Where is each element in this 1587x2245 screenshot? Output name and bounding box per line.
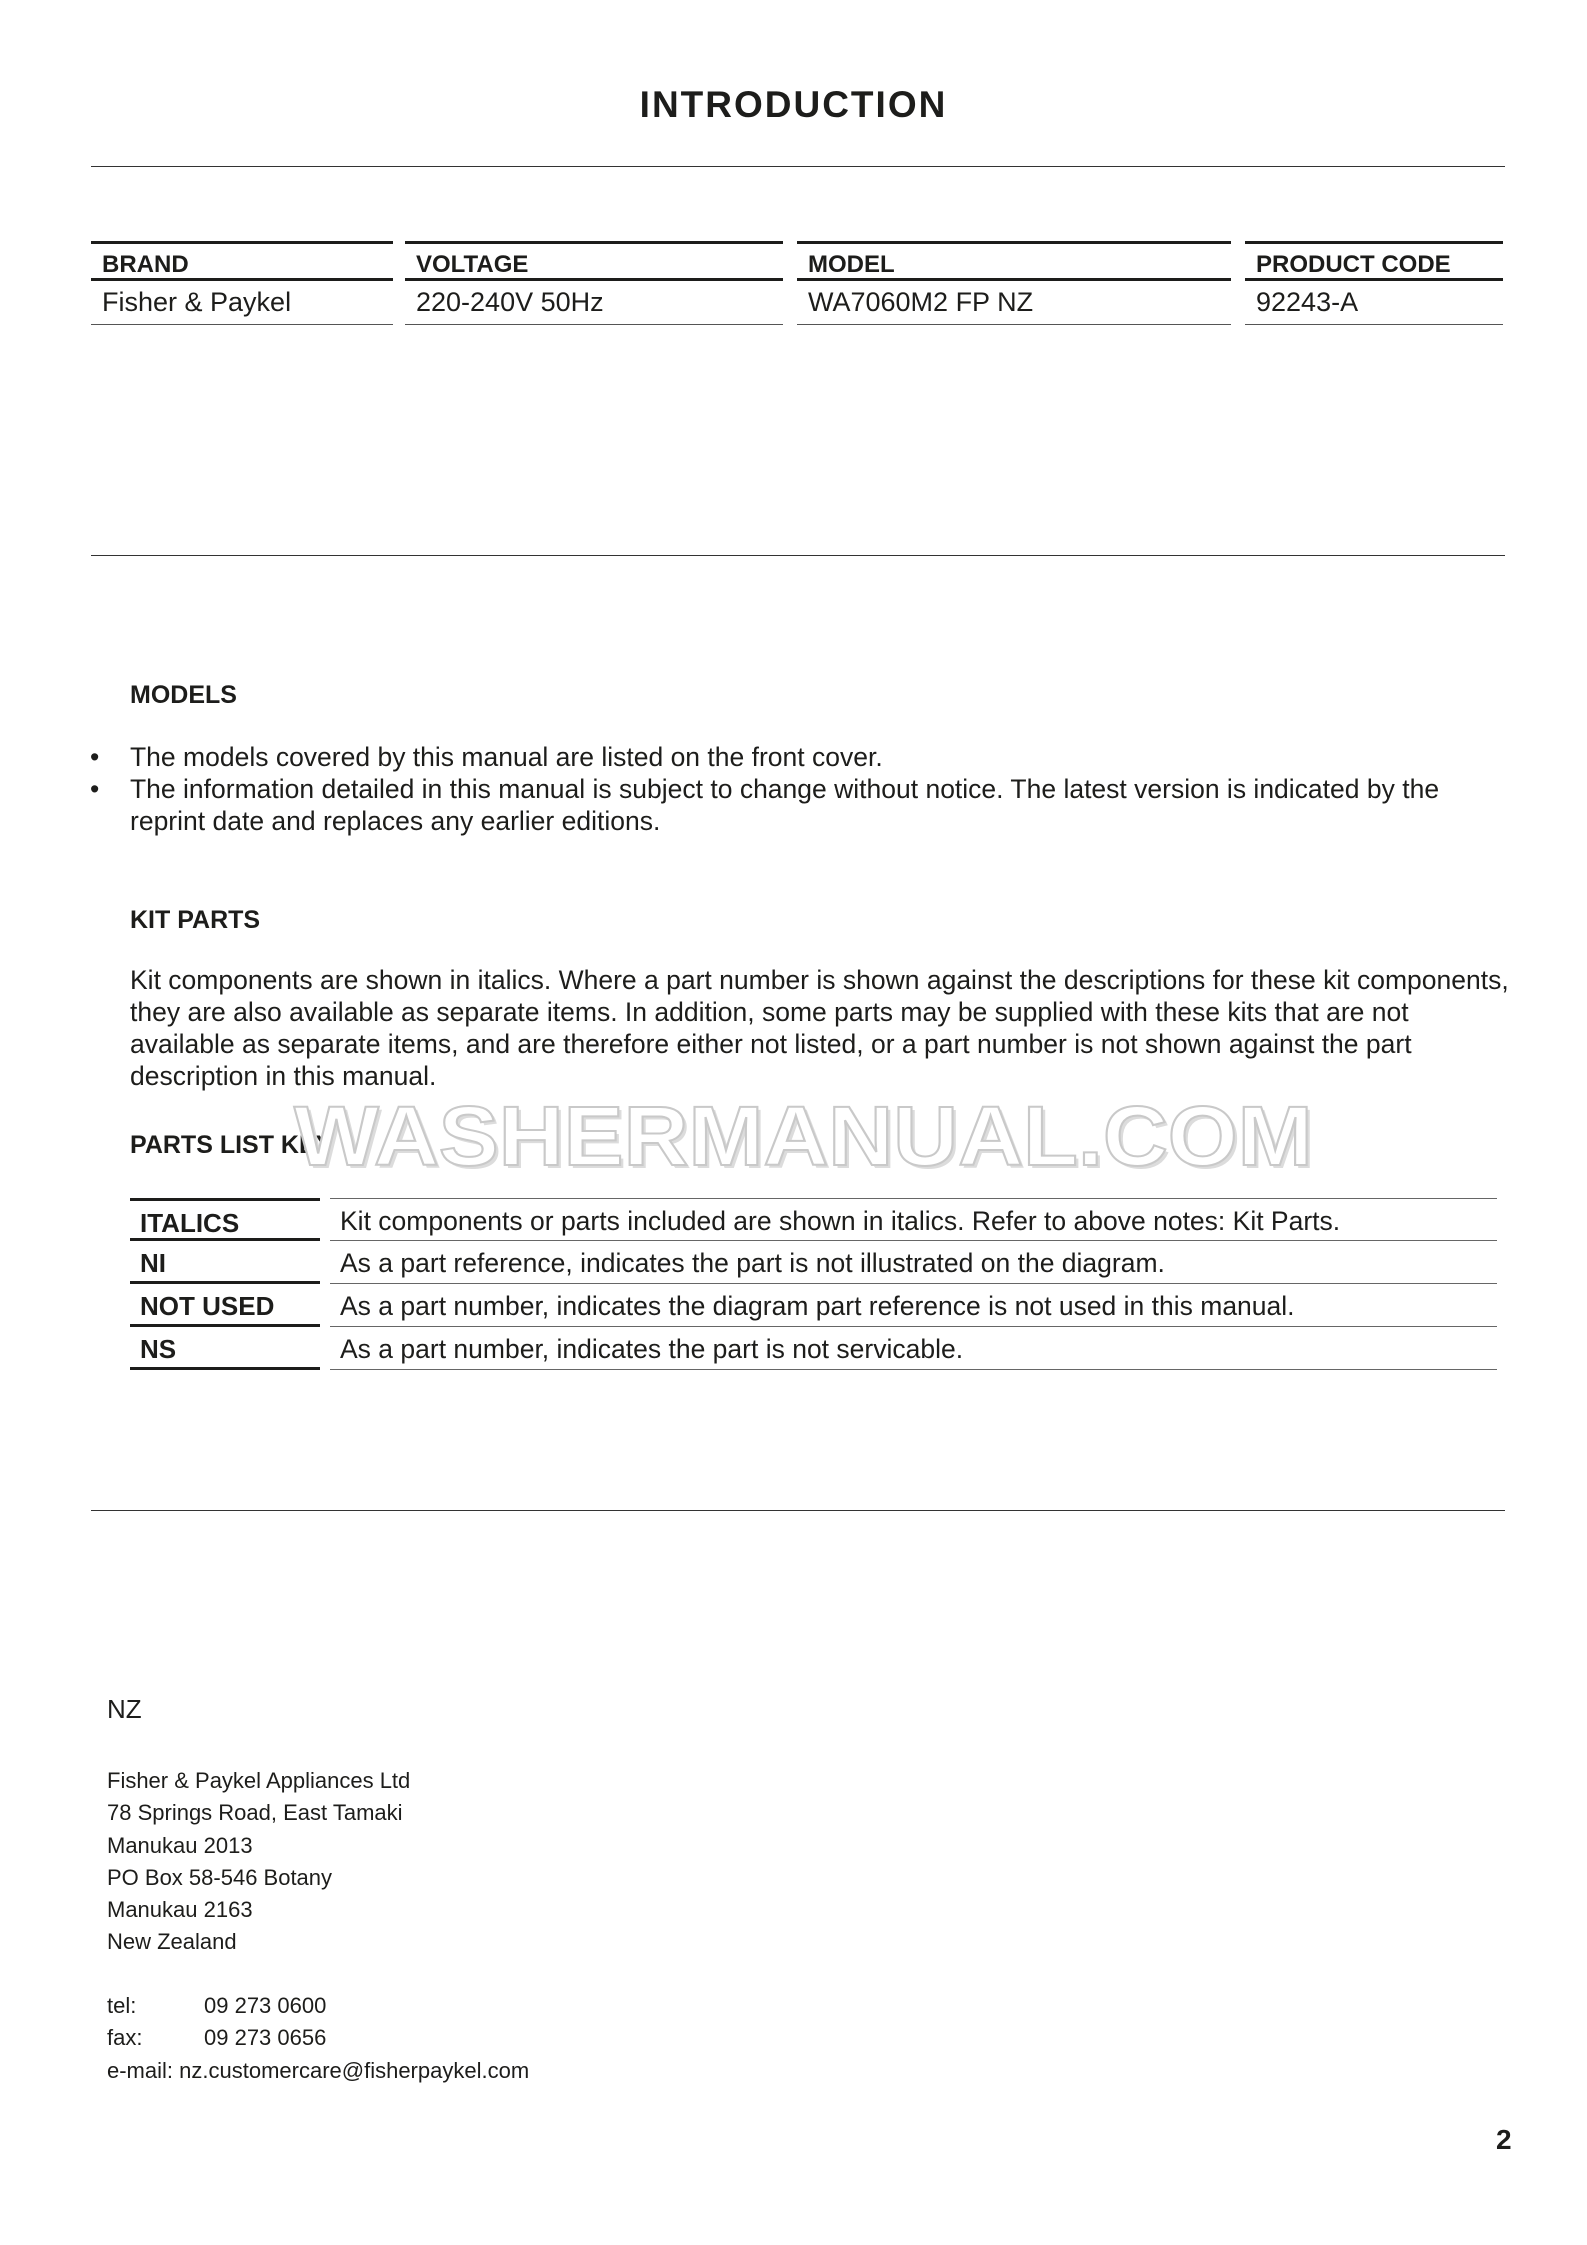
address-line: PO Box 58-546 Botany (107, 1864, 333, 1890)
address-line: Manukau 2013 (107, 1832, 253, 1858)
key-code: NS (130, 1327, 320, 1370)
tel-row (107, 1990, 529, 2022)
spec-column-voltage (405, 241, 783, 325)
spec-column-product-code (1245, 241, 1503, 325)
spec-header: VOLTAGE (405, 241, 783, 281)
kit-parts-heading: KIT PARTS (130, 906, 261, 934)
spec-header: BRAND (91, 241, 393, 281)
list-item (90, 741, 1510, 773)
page-number: 2 (1496, 2124, 1512, 2155)
key-code: NI (130, 1241, 320, 1284)
spec-header: PRODUCT CODE (1245, 241, 1503, 281)
spec-value: Fisher & Paykel (91, 281, 393, 325)
fax-row (107, 2022, 529, 2054)
spec-value: WA7060M2 FP NZ (797, 281, 1231, 325)
address-line: Fisher & Paykel Appliances Ltd (107, 1768, 411, 1793)
spec-value: 92243-A (1245, 281, 1503, 325)
contact-details (107, 1990, 529, 2087)
email-row (107, 2055, 529, 2087)
divider-bottom (91, 1510, 1505, 1511)
key-code: NOT USED (130, 1284, 320, 1327)
address-line: New Zealand (107, 1929, 237, 1955)
company-address (107, 1765, 410, 1959)
region-label: NZ (107, 1694, 142, 1724)
fax-label: fax: (107, 2025, 143, 2051)
divider-top (91, 166, 1505, 167)
page-title: INTRODUCTION (639, 84, 948, 125)
spec-column-brand (91, 241, 393, 325)
list-item-text: The information detailed in this manual is subject to change without notice. The latest version is indicated by the reprint date and replaces any earlier editions. (130, 774, 1440, 836)
kit-parts-paragraph: Kit components are shown in italics. Where a part number is shown against the descriptions for these kit components, they are also available as separate items. In addition, some parts may be supplied with these kits that are not available as separate items, and are therefore either not listed, or a part number is not shown against the part description in this manual. (130, 965, 1509, 1091)
key-description: As a part number, indicates the part is not servicable. (330, 1327, 1497, 1370)
email-value: nz.customercare@fisherpaykel.com (179, 2057, 530, 2083)
key-description: Kit components or parts included are shown in italics. Refer to above notes: Kit Parts. (330, 1198, 1497, 1241)
list-item (90, 773, 1510, 837)
spec-value: 220-240V 50Hz (405, 281, 783, 325)
fax-value: 09 273 0656 (204, 2025, 327, 2051)
bullet-icon: • (90, 742, 100, 772)
tel-value: 09 273 0600 (204, 1993, 327, 2018)
tel-label: tel: (107, 1993, 137, 2018)
list-item-text: The models covered by this manual are listed on the front cover. (130, 742, 883, 772)
key-code: ITALICS (130, 1198, 320, 1241)
spec-column-model (797, 241, 1231, 325)
watermark: WASHERMANUAL.COM (294, 1089, 1313, 1183)
models-heading: MODELS (130, 681, 237, 709)
parts-list-key-heading: PARTS LIST KEY (130, 1131, 333, 1159)
email-label: e-mail: (107, 2057, 174, 2083)
address-line: 78 Springs Road, East Tamaki (107, 1800, 403, 1826)
divider-middle (91, 555, 1505, 556)
bullet-icon: • (90, 774, 100, 804)
key-description: As a part number, indicates the diagram part reference is not used in this manual. (330, 1284, 1497, 1327)
address-line: Manukau 2163 (107, 1897, 253, 1923)
key-description: As a part reference, indicates the part is not illustrated on the diagram. (330, 1241, 1497, 1284)
spec-header: MODEL (797, 241, 1231, 281)
models-bullet-list (90, 741, 1510, 837)
